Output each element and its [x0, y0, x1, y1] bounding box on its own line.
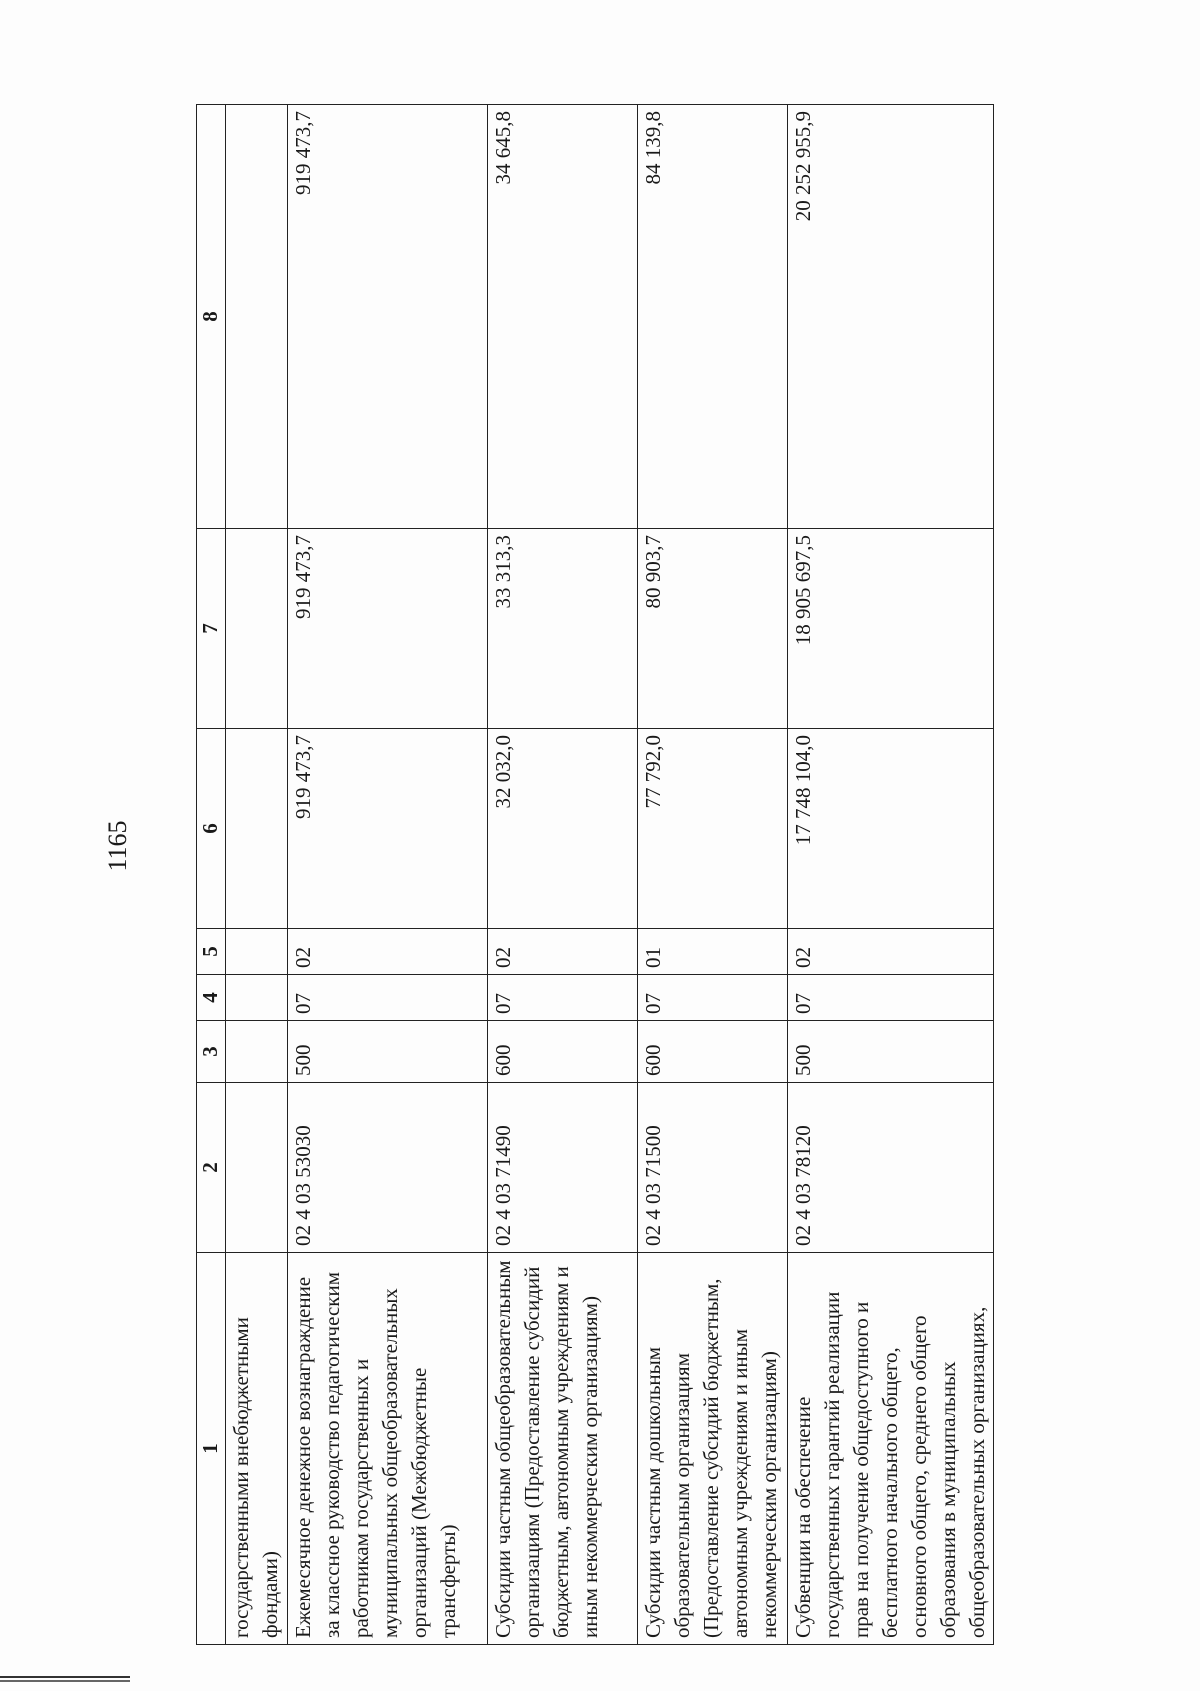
table-row [226, 105, 288, 1645]
target-code-cell [226, 1083, 288, 1253]
amount-cell: 919 473,7 [288, 105, 488, 529]
column-header: 2 [197, 1083, 226, 1253]
page-number: 1165 [103, 820, 132, 872]
column-header: 4 [197, 975, 226, 1021]
amount-cell: 80 903,7 [638, 529, 788, 729]
table-row [638, 105, 788, 1645]
amount-cell: 77 792,0 [638, 729, 788, 929]
amount-cell: 18 905 697,5 [788, 529, 994, 729]
amount-cell: 32 032,0 [488, 729, 638, 929]
expense-type-cell [226, 1021, 288, 1083]
target-code-cell: 02 4 03 53030 [288, 1083, 488, 1253]
table-row [288, 105, 488, 1645]
section-cell: 07 [638, 975, 788, 1021]
amount-cell [226, 529, 288, 729]
column-header: 6 [197, 729, 226, 929]
subsection-cell: 02 [488, 929, 638, 975]
column-header: 3 [197, 1021, 226, 1083]
amount-cell: 34 645,8 [488, 105, 638, 529]
section-cell: 07 [288, 975, 488, 1021]
subsection-cell: 01 [638, 929, 788, 975]
target-code-cell: 02 4 03 71500 [638, 1083, 788, 1253]
section-cell: 07 [488, 975, 638, 1021]
target-code-cell: 02 4 03 78120 [788, 1083, 994, 1253]
amount-cell: 919 473,7 [288, 729, 488, 929]
subsection-cell [226, 929, 288, 975]
row-name-cell: Субвенции на обеспечение государственных гарантий реализации прав на получение общедоступного и бесплатного начального общего, основного общего, среднего общего образования в муниципальных общеобразовательных организациях, [788, 1253, 994, 1645]
table-row [488, 105, 638, 1645]
row-name-cell: Субсидии частным общеобразовательным организациям (Предоставление субсидий бюджетным, автономным учреждениям и иным некоммерческим организациям) [488, 1253, 638, 1645]
section-cell: 07 [788, 975, 994, 1021]
budget-table [196, 104, 994, 1645]
expense-type-cell: 600 [488, 1021, 638, 1083]
section-cell [226, 975, 288, 1021]
scan-edge-mark [0, 1676, 130, 1682]
amount-cell: 17 748 104,0 [788, 729, 994, 929]
rotated-table-wrapper [196, 105, 989, 1645]
column-header: 7 [197, 529, 226, 729]
amount-cell: 919 473,7 [288, 529, 488, 729]
amount-cell [226, 729, 288, 929]
expense-type-cell: 500 [288, 1021, 488, 1083]
row-name-cell: государственными внебюджетными фондами) [226, 1253, 288, 1645]
row-name-cell: Субсидии частным дошкольным образовательным организациям (Предоставление субсидий бюджетным, автономным учреждениям и иным некоммерческим организациям) [638, 1253, 788, 1645]
subsection-cell: 02 [288, 929, 488, 975]
header-row [197, 105, 226, 1645]
column-header: 5 [197, 929, 226, 975]
subsection-cell: 02 [788, 929, 994, 975]
amount-cell: 20 252 955,9 [788, 105, 994, 529]
expense-type-cell: 500 [788, 1021, 994, 1083]
target-code-cell: 02 4 03 71490 [488, 1083, 638, 1253]
amount-cell [226, 105, 288, 529]
amount-cell: 33 313,3 [488, 529, 638, 729]
column-header: 8 [197, 105, 226, 529]
table-row [788, 105, 994, 1645]
amount-cell: 84 139,8 [638, 105, 788, 529]
expense-type-cell: 600 [638, 1021, 788, 1083]
row-name-cell: Ежемесячное денежное вознаграждение за классное руководство педагогическим работникам государственных и муниципальных общеобразовательных организаций (Межбюджетные трансферты) [288, 1253, 488, 1645]
column-header: 1 [197, 1253, 226, 1645]
